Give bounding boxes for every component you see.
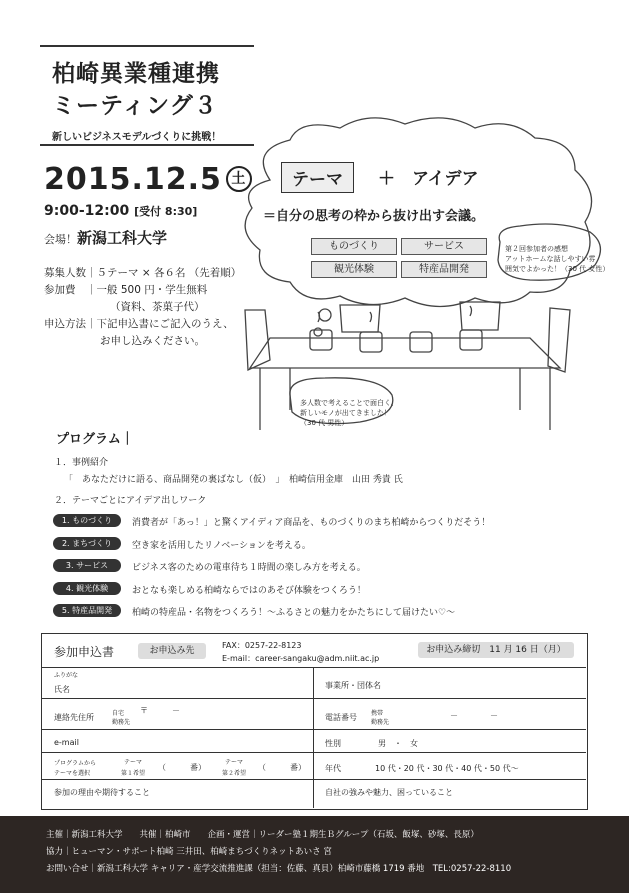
event-venue <box>44 227 167 248</box>
category-tourism: 観光体験 <box>311 261 397 278</box>
chair-left <box>245 310 270 370</box>
form-divider <box>41 752 586 753</box>
note-line: 多人数で考えることで面白く、 <box>300 399 398 407</box>
age-options: 10 代・20 代・30 代・40 代・50 代～ <box>375 764 519 773</box>
program-tag: 1. ものづくり <box>53 514 121 527</box>
theme-label-2: テーマ <box>225 759 244 766</box>
program-item-text: 消費者が「あっ！」と驚くアイディア商品を、ものづくりのまち柏崎からつくりだそう！ <box>132 518 491 528</box>
phone-mobile: 携帯 <box>371 710 384 717</box>
details-list <box>44 265 241 350</box>
program-title: プログラム｜ <box>56 432 134 447</box>
age-label: 年代 <box>325 764 341 773</box>
form-email: E-mail：career-sangaku@adm.niit.ac.jp <box>222 654 380 663</box>
details-row <box>44 282 241 299</box>
program-item-text: 空き家を活用したリノベーションを考える。 <box>132 541 311 551</box>
venue-label: 会場！ <box>44 233 77 246</box>
note-line: （30 代 男性） <box>300 419 349 427</box>
chair-back <box>460 302 500 330</box>
apply-to-badge: お申込み先 <box>138 643 206 659</box>
theme-select-label2: テーマを選択 <box>54 770 91 777</box>
note-line: 第２回参加者の感想 <box>505 245 568 253</box>
cup-icon <box>460 330 482 350</box>
first-choice-label: 第１希望 <box>121 770 146 777</box>
details-row <box>44 316 241 333</box>
chair-back <box>340 305 380 332</box>
event-time-text: 9:00-12:00 <box>44 203 130 219</box>
participant-note-bottom <box>300 398 398 428</box>
cloud-dot <box>319 309 331 321</box>
category-products: 特産品開発 <box>401 261 487 278</box>
form-divider <box>313 667 314 808</box>
participant-note-right <box>505 244 609 274</box>
form-divider <box>41 698 586 699</box>
details-value: 下記申込書にご記入のうえ、 <box>96 318 234 330</box>
venue-name: 新潟工科大学 <box>77 229 168 247</box>
program-case-heading: １．事例紹介 <box>54 458 109 468</box>
name-label: 氏名 <box>54 685 70 694</box>
program-tag: 4. 観光体験 <box>53 582 121 595</box>
program-case-detail: 「 あなただけに語る、商品開発の裏ばなし（仮） 」 柏崎信用金庫 山田 秀貴 氏 <box>64 475 403 485</box>
note-line: 新しいモノが出てきました！ <box>300 409 391 417</box>
cup-icon <box>310 330 332 350</box>
page-title-line2: ミーティング３ <box>52 93 218 119</box>
program-item-text: おとなも楽しめる柏崎ならではのあそび体験をつくろう！ <box>132 586 366 596</box>
reason-label: 参加の理由や期待すること <box>54 788 150 797</box>
phone-work: 勤務先 <box>371 719 390 726</box>
event-reception: [受付 8:30] <box>134 205 198 218</box>
theme-select-label1: プログラムから <box>54 760 96 767</box>
form-divider <box>41 729 586 730</box>
details-row <box>44 333 241 350</box>
page-title-line1: 柏崎異業種連携 <box>52 61 220 87</box>
chair-right <box>548 308 570 372</box>
title-bottom-rule <box>40 144 254 146</box>
details-row <box>44 265 241 282</box>
details-value: （資料、茶菓子代） <box>110 301 205 313</box>
event-day: 土 <box>226 166 252 192</box>
org-label: 事業所・団体名 <box>325 681 381 690</box>
theme-tagline: ＝自分の思考の枠から抜け出す会議。 <box>263 209 485 224</box>
contact-home: 自宅 <box>112 710 125 717</box>
theme-label-1: テーマ <box>124 759 143 766</box>
second-choice-label: 第２希望 <box>222 770 247 777</box>
table-top <box>250 338 560 368</box>
footer-contact: お問い合せ｜新潟工科大学 キャリア・産学交流推進課（担当：佐藤、真貝）柏崎市藤橋 1719 番地 TEL:0257-22-8110 <box>46 864 512 874</box>
details-row <box>44 299 241 316</box>
program-item-text: ビジネス客のための電車待ち１時間の楽しみ方を考える。 <box>132 563 366 573</box>
category-monozukuri: ものづくり <box>311 238 397 255</box>
program-title-text: プログラム <box>56 432 121 447</box>
phone-dash: － － <box>450 711 498 720</box>
cup-icon <box>410 332 432 352</box>
details-value: 一般 500 円・学生無料 <box>96 284 208 296</box>
program-tag: 3. サービス <box>53 559 121 572</box>
form-title: 参加申込書 <box>54 645 115 659</box>
cup-icon <box>360 332 382 352</box>
deadline-badge: お申込み締切 11 月 16 日（月） <box>418 642 574 658</box>
gender-options: 男 ・ 女 <box>378 739 418 748</box>
category-service: サービス <box>401 238 487 255</box>
contact-work: 勤務先 <box>112 719 131 726</box>
details-label: 申込方法｜ <box>44 318 97 330</box>
details-value: ５テーマ × 各６名 （先着順） <box>96 267 242 279</box>
program-work-heading: ２．テーマごとにアイデア出しワーク <box>54 496 207 506</box>
phone-label: 電話番号 <box>325 713 357 722</box>
event-time <box>44 203 197 219</box>
cloud-dot <box>314 328 322 336</box>
email-label: e-mail <box>54 738 79 747</box>
note-line: 囲気でよかった！（30 代 女性） <box>505 265 610 273</box>
contact-label: 連絡先住所 <box>54 713 94 722</box>
footer <box>0 816 629 893</box>
program-tag: 2. まちづくり <box>53 537 121 550</box>
program-item-text: 柏崎の特産品・名物をつくろう！～ふるさとの魅力をかたちにして届けたい♡～ <box>132 608 456 618</box>
postal-field: 〒 － <box>140 706 180 715</box>
second-choice-field: （ 番） <box>258 763 306 772</box>
event-date-text: 2015.12.5 <box>44 162 222 197</box>
furigana-label: ふりがな <box>54 672 79 679</box>
footer-cooperation: 協力｜ヒューマン・サポート柏崎 三井田、柏崎まちづくりネットあいさ 宮 <box>46 847 332 857</box>
program-tag: 5. 特産品開発 <box>53 604 121 617</box>
strengths-label: 自社の強みや魅力、困っていること <box>325 788 453 797</box>
details-label: 参加費 ｜ <box>44 284 97 296</box>
footer-organizers: 主催｜新潟工科大学 共催｜柏崎市 企画・運営｜リーダー塾１期生Ｂグループ（石坂、飯塚、砂塚、長原） <box>46 830 479 840</box>
form-divider <box>41 779 586 780</box>
note-line: アットホームな話しやすい雰 <box>505 255 596 263</box>
details-value: お申し込みください。 <box>100 335 205 347</box>
gender-label: 性別 <box>325 739 341 748</box>
theme-plus-idea: ＋ アイデア <box>378 169 479 189</box>
page-subtitle: 新しいビジネスモデルづくりに挑戦！ <box>52 132 222 143</box>
details-label: 募集人数｜ <box>44 267 97 279</box>
event-date <box>44 162 252 197</box>
theme-box: テーマ <box>281 162 354 193</box>
form-fax: FAX：0257-22-8123 <box>222 641 302 650</box>
title-top-rule <box>40 45 254 47</box>
first-choice-field: （ 番） <box>158 763 206 772</box>
